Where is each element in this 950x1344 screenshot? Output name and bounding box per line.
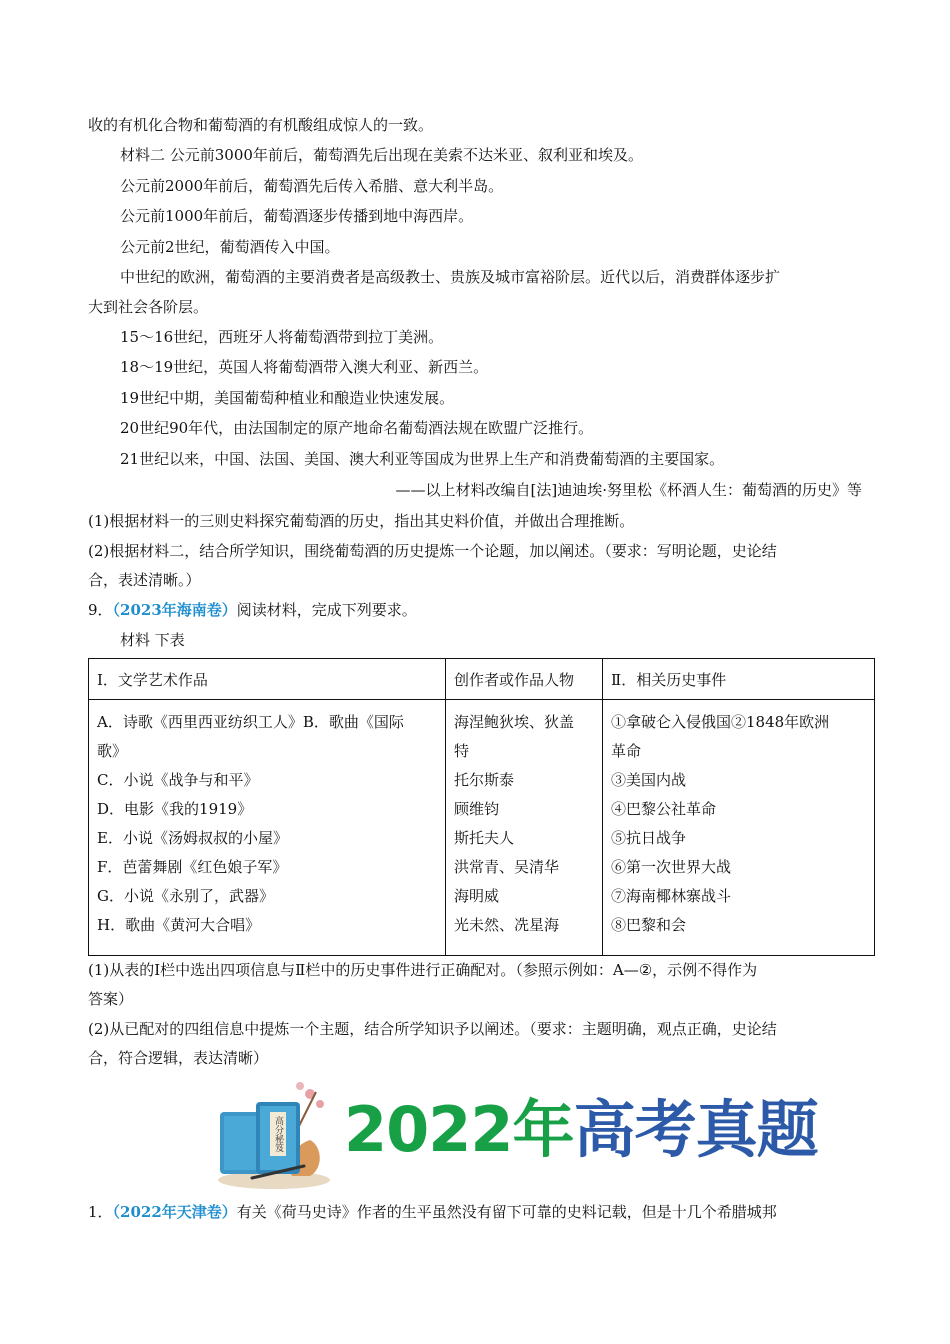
table-cell-line: ①拿破仑入侵俄国②1848年欧洲	[611, 713, 830, 731]
paragraph: 公元前2世纪，葡萄酒传入中国。	[120, 238, 340, 256]
table-header: Ⅱ．相关历史事件	[603, 659, 875, 700]
material-label: 材料 下表	[120, 631, 185, 649]
section-banner	[212, 1072, 818, 1192]
table-cell-line: G．小说《永别了，武器》	[97, 887, 274, 905]
table-cell-line: 顾维钧	[454, 800, 500, 818]
table-cell-line: 斯托夫人	[454, 829, 515, 847]
table-cell-line: ④巴黎公社革命	[611, 800, 717, 818]
table-cell-line: H．歌曲《黄河大合唱》	[97, 916, 261, 934]
table-cell-line: ⑤抗日战争	[611, 829, 687, 847]
question-text: 有关《荷马史诗》作者的生平虽然没有留下可靠的史料记载，但是十几个希腊城邦	[236, 1203, 777, 1221]
table-cell-line: 光未然、冼星海	[454, 916, 560, 934]
question-prompt: 阅读材料，完成下列要求。	[236, 601, 417, 619]
table-cell-line: 洪常青、吴清华	[454, 858, 560, 876]
table-cell-line: C．小说《战争与和平》	[97, 771, 259, 789]
table-header: Ⅰ．文学艺术作品	[89, 659, 446, 700]
table-cell-line: A．诗歌《西里西亚纺织工人》B．歌曲《国际	[97, 713, 404, 731]
paragraph: 公元前1000年前后，葡萄酒逐步传播到地中海西岸。	[120, 207, 474, 225]
question-item: 合，表述清晰。）	[88, 571, 201, 589]
table-cell-line: 革命	[611, 742, 642, 760]
question-item: (1)根据材料一的三则史料探究葡萄酒的历史，指出其史料价值，并做出合理推断。	[88, 512, 635, 530]
paragraph: 公元前2000年前后，葡萄酒先后传入希腊、意大利半岛。	[120, 177, 504, 195]
table-row	[89, 700, 875, 956]
works-column	[89, 700, 446, 956]
table-cell-line: 特	[454, 742, 470, 760]
table-cell-line: 海涅鲍狄埃、狄盖	[454, 713, 575, 731]
paragraph: 中世纪的欧洲，葡萄酒的主要消费者是高级教士、贵族及城市富裕阶层。近代以后，消费群体逐步扩	[120, 268, 781, 286]
table-cell-line: 托尔斯泰	[454, 771, 515, 789]
paragraph: 收的有机化合物和葡萄酒的有机酸组成惊人的一致。	[88, 116, 434, 134]
table-cell-line: D．电影《我的1919》	[97, 800, 253, 818]
paragraph: 19世纪中期，美国葡萄种植业和酿造业快速发展。	[120, 389, 455, 407]
table-cell-line: E．小说《汤姆叔叔的小屋》	[97, 829, 288, 847]
table-header-row	[89, 659, 875, 700]
banner-title	[344, 1080, 818, 1169]
question-item: (1)从表的Ⅰ栏中选出四项信息与Ⅱ栏中的历史事件进行正确配对。（参照示例如：A—②，示例不得作为	[88, 961, 758, 979]
question-item: (2)从已配对的四组信息中提炼一个主题，结合所学知识予以阐述。（要求：主题明确，观点正确，史论结	[88, 1020, 777, 1038]
table-cell-line: ③美国内战	[611, 771, 687, 789]
question-1	[88, 1201, 777, 1223]
exam-source: （2022年天津卷）	[112, 1203, 237, 1221]
table-cell-line: ⑦海南椰林寨战斗	[611, 887, 732, 905]
question-9-header	[88, 599, 417, 621]
table-header: 创作者或作品人物	[446, 659, 603, 700]
paragraph: 20世纪90年代，由法国制定的原产地命名葡萄酒法规在欧盟广泛推行。	[120, 419, 594, 437]
book-label: 高分秘笈	[273, 1116, 283, 1152]
paragraph: 大到社会各阶层。	[88, 298, 209, 316]
table-cell-line: ⑥第一次世界大战	[611, 858, 732, 876]
question-number: 1．	[88, 1203, 113, 1221]
table-cell-line: 海明威	[454, 887, 500, 905]
table-cell-line: ⑧巴黎和会	[611, 916, 687, 934]
paragraph: 15～16世纪，西班牙人将葡萄酒带到拉丁美洲。	[120, 328, 444, 346]
paragraph: 21世纪以来，中国、法国、美国、澳大利亚等国成为世界上生产和消费葡萄酒的主要国家。	[120, 450, 725, 468]
exam-source: （2023年海南卷）	[112, 601, 237, 619]
material-table	[88, 658, 875, 956]
books-icon	[212, 1072, 342, 1192]
table-cell-line: 歌》	[97, 742, 128, 760]
banner-year: 2022年	[344, 1093, 574, 1166]
paragraph: 18～19世纪，英国人将葡萄酒带入澳大利亚、新西兰。	[120, 358, 489, 376]
source-citation: ——以上材料改编自[法]迪迪埃·努里松《杯酒人生：葡萄酒的历史》等	[395, 481, 862, 499]
events-column	[603, 700, 875, 956]
question-item: (2)根据材料二，结合所学知识，围绕葡萄酒的历史提炼一个论题，加以阐述。（要求：写明论题，史论结	[88, 542, 777, 560]
question-item: 合，符合逻辑，表达清晰）	[88, 1049, 269, 1067]
banner-heading: 高考真题	[573, 1093, 818, 1166]
creators-column	[446, 700, 603, 956]
table-cell-line: F．芭蕾舞剧《红色娘子军》	[97, 858, 288, 876]
question-item: 答案）	[88, 990, 134, 1008]
question-number: 9．	[88, 601, 113, 619]
paragraph: 材料二 公元前3000年前后，葡萄酒先后出现在美索不达米亚、叙利亚和埃及。	[120, 146, 643, 164]
